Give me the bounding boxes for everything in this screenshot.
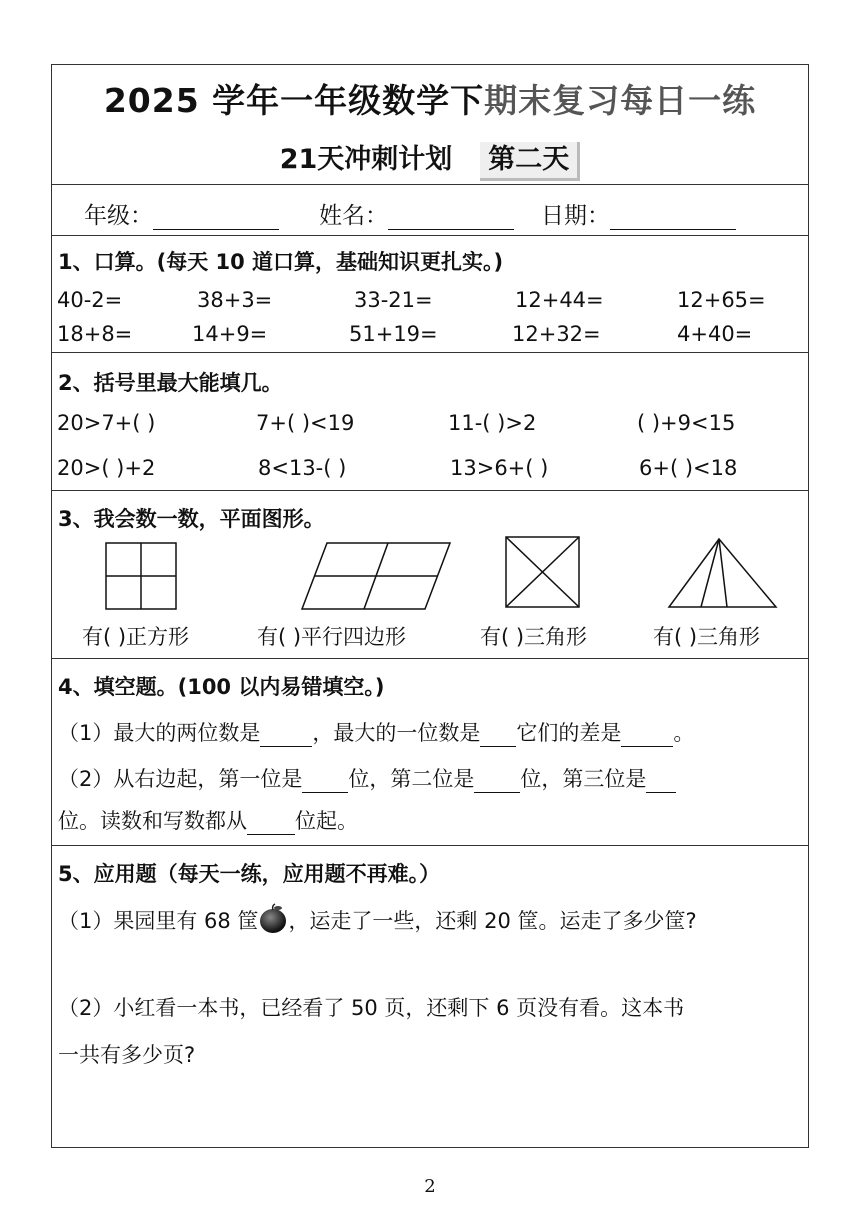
calc-item: 38+3= <box>197 288 273 312</box>
question-4-2: （2）从右边起，第一位是 位，第二位是 位，第三位是 <box>58 763 676 793</box>
shape-caption: 有( )三角形 <box>653 625 761 649</box>
inequality-item: 8<13-( ) <box>258 456 347 480</box>
answer-blank[interactable] <box>646 772 676 793</box>
section5-heading: 5、应用题（每天一练，应用题不再难。） <box>58 862 441 886</box>
inequality-item: 6+( )<18 <box>639 456 738 480</box>
name-blank[interactable] <box>388 207 514 230</box>
answer-blank[interactable] <box>260 726 312 747</box>
parallelogram-figure <box>302 543 452 609</box>
inequality-item: 20>( )+2 <box>57 456 156 480</box>
inequality-item: 20>7+( ) <box>57 411 156 435</box>
section-fill-blanks <box>52 659 808 846</box>
answer-blank[interactable] <box>621 726 673 747</box>
shape-caption: 有( )正方形 <box>82 625 190 649</box>
word-problem-1: （1）果园里有 68 筐 ，运走了一些，还剩 20 筐。运走了多少筐? <box>58 904 697 935</box>
grade-field: 年级： <box>84 197 279 230</box>
section-mental-math <box>52 235 808 353</box>
square-diagonals-figure <box>506 537 579 607</box>
header-row <box>52 65 808 185</box>
shape-caption: 有( )平行四边形 <box>257 625 407 649</box>
answer-blank[interactable] <box>302 772 348 793</box>
worksheet <box>51 64 809 1148</box>
plan-label: 21天冲刺计划 <box>279 144 453 175</box>
date-field: 日期： <box>541 197 736 230</box>
apple-icon <box>258 904 288 934</box>
question-4-2-cont: 位。读数和写数都从 位起。 <box>58 809 358 833</box>
section-fill-max <box>52 353 808 491</box>
section4-heading: 4、填空题。(100 以内易错填空。) <box>58 675 385 699</box>
calc-item: 33-21= <box>354 288 433 312</box>
word-problem-2: （2）小红看一本书，已经看了 50 页，还剩下 6 页没有看。这本书 <box>58 996 685 1020</box>
calc-item: 40-2= <box>57 288 123 312</box>
calc-item: 12+44= <box>515 288 604 312</box>
name-field: 姓名： <box>319 197 514 230</box>
page-title <box>52 75 808 122</box>
title-light: 期末复习每日一练 <box>484 81 757 120</box>
day-badge: 第二天 <box>480 142 580 181</box>
inequality-item: ( )+9<15 <box>637 411 736 435</box>
calc-item: 12+32= <box>512 322 601 346</box>
section3-heading: 3、我会数一数，平面图形。 <box>58 507 325 531</box>
grade-blank[interactable] <box>153 207 279 230</box>
date-blank[interactable] <box>610 207 736 230</box>
question-4-1: （1）最大的两位数是 ，最大的一位数是 它们的差是 。 <box>58 721 695 745</box>
answer-blank[interactable] <box>247 814 295 835</box>
shape-caption: 有( )三角形 <box>480 625 588 649</box>
calc-item: 18+8= <box>57 322 133 346</box>
word-problem-2-cont: 一共有多少页? <box>58 1043 196 1067</box>
inequality-item: 7+( )<19 <box>256 411 355 435</box>
section-word-problems <box>52 846 808 1146</box>
title-bold: 2025 学年一年级数学下 <box>103 81 485 120</box>
answer-blank[interactable] <box>474 772 520 793</box>
section1-heading: 1、口算。(每天 10 道口算，基础知识更扎实。) <box>58 250 504 274</box>
subtitle <box>52 137 808 181</box>
square-grid-figure <box>106 543 176 609</box>
page-number: 2 <box>424 1176 436 1197</box>
section2-heading: 2、括号里最大能填几。 <box>58 371 283 395</box>
inequality-item: 11-( )>2 <box>448 411 537 435</box>
inequality-item: 13>6+( ) <box>450 456 549 480</box>
calc-item: 51+19= <box>349 322 438 346</box>
triangle-figure <box>669 539 777 607</box>
answer-blank[interactable] <box>480 726 516 747</box>
section-count-shapes <box>52 491 808 659</box>
calc-item: 14+9= <box>192 322 268 346</box>
calc-item: 12+65= <box>677 288 766 312</box>
calc-item: 4+40= <box>677 322 753 346</box>
